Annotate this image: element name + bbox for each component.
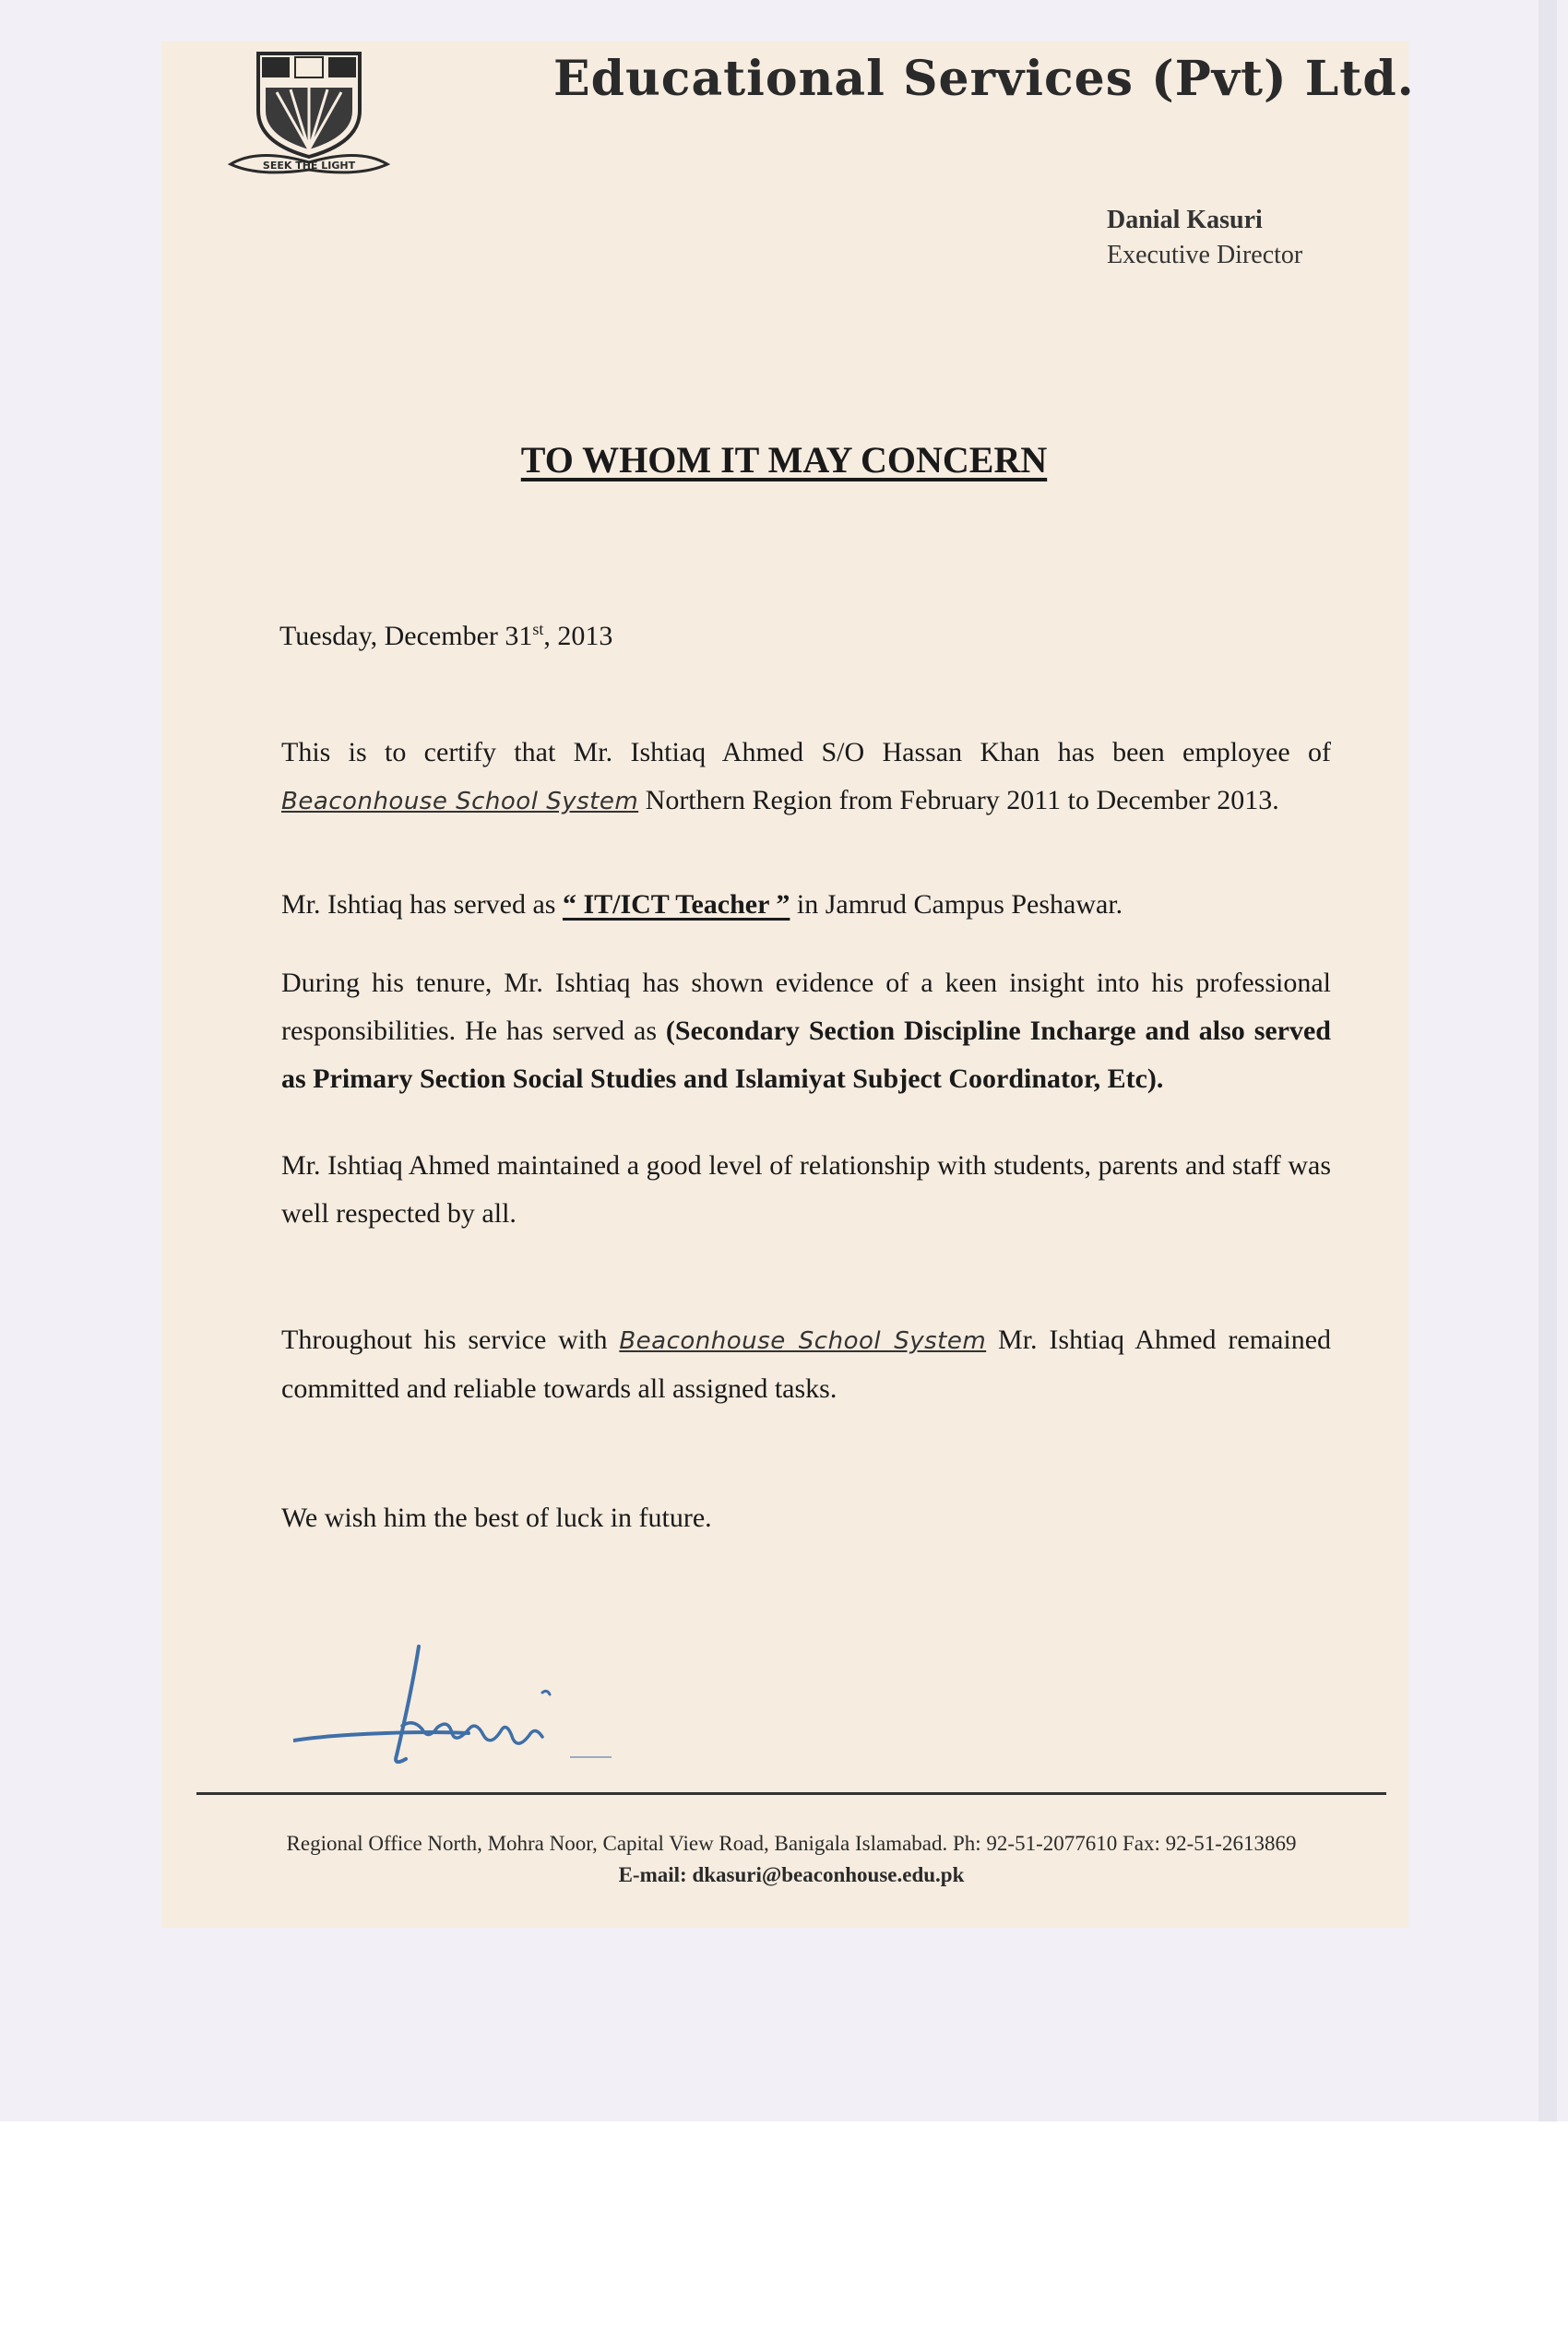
role-title: “ IT/ICT Teacher ” — [562, 889, 790, 920]
footer-email: E-mail: dkasuri@beaconhouse.edu.pk — [618, 1863, 965, 1886]
director-name: Danial Kasuri — [1107, 206, 1263, 234]
p5-text-a: Throughout his service with — [281, 1325, 608, 1355]
school-crest-logo — [221, 46, 397, 184]
p2-text-b: in Jamrud Campus Peshawar. — [796, 889, 1123, 920]
paragraph-tenure — [281, 959, 1331, 1103]
date-text: Tuesday, December 31 — [279, 621, 533, 651]
paragraph-wishes: We wish him the best of luck in future. — [281, 1503, 712, 1533]
paragraph-role — [281, 881, 1331, 929]
letter-date — [279, 620, 612, 652]
handwritten-signature — [293, 1637, 625, 1785]
company-name: Educational Services (Pvt) Ltd. — [553, 51, 1415, 107]
crest-motto: SEEK THE LIGHT — [262, 160, 356, 172]
footer — [196, 1828, 1386, 1891]
handwritten-school-name: Beaconhouse School System — [281, 788, 639, 815]
director-block — [1107, 203, 1384, 273]
handwritten-school-name-2: Beaconhouse School System — [619, 1327, 987, 1355]
footer-address: Regional Office North, Mohra Noor, Capital View Road, Banigala Islamabad. Ph: 92-51-2077610 Fax: 92-51-2613869 — [286, 1832, 1297, 1855]
p2-text-a: Mr. Ishtiaq has served as — [281, 889, 556, 920]
footer-divider — [196, 1792, 1386, 1795]
paragraph-certification — [281, 729, 1331, 826]
p1-text-a: This is to certify that Mr. Ishtiaq Ahmed S/O Hassan Khan has been employee of — [281, 737, 1331, 767]
letter-heading: TO WHOM IT MAY CONCERN — [520, 439, 1048, 481]
p1-text-b: Northern Region from February 2011 to December 2013. — [645, 785, 1279, 815]
paragraph-service — [281, 1316, 1331, 1413]
scan-edge — [1538, 0, 1557, 2121]
p3-text-a: During his tenure, Mr. Ishtiaq has shown evidence of a keen insight into his professional responsibilities. He has served as — [281, 968, 1331, 1046]
p3-bold-roles: (Secondary Section Discipline Incharge and also served as Primary Section Social Studies and Islamiyat Subject Coordinator, Etc). — [281, 1016, 1331, 1094]
director-title: Executive Director — [1107, 241, 1303, 269]
p5-text-b: Mr. Ishtiaq Ahmed remained committed and reliable towards all assigned tasks. — [281, 1325, 1332, 1404]
paragraph-relationship: Mr. Ishtiaq Ahmed maintained a good level of relationship with students, parents and staff was well respected by all. — [281, 1150, 1331, 1229]
date-year: , 2013 — [543, 621, 613, 651]
date-ordinal: st — [532, 620, 544, 638]
